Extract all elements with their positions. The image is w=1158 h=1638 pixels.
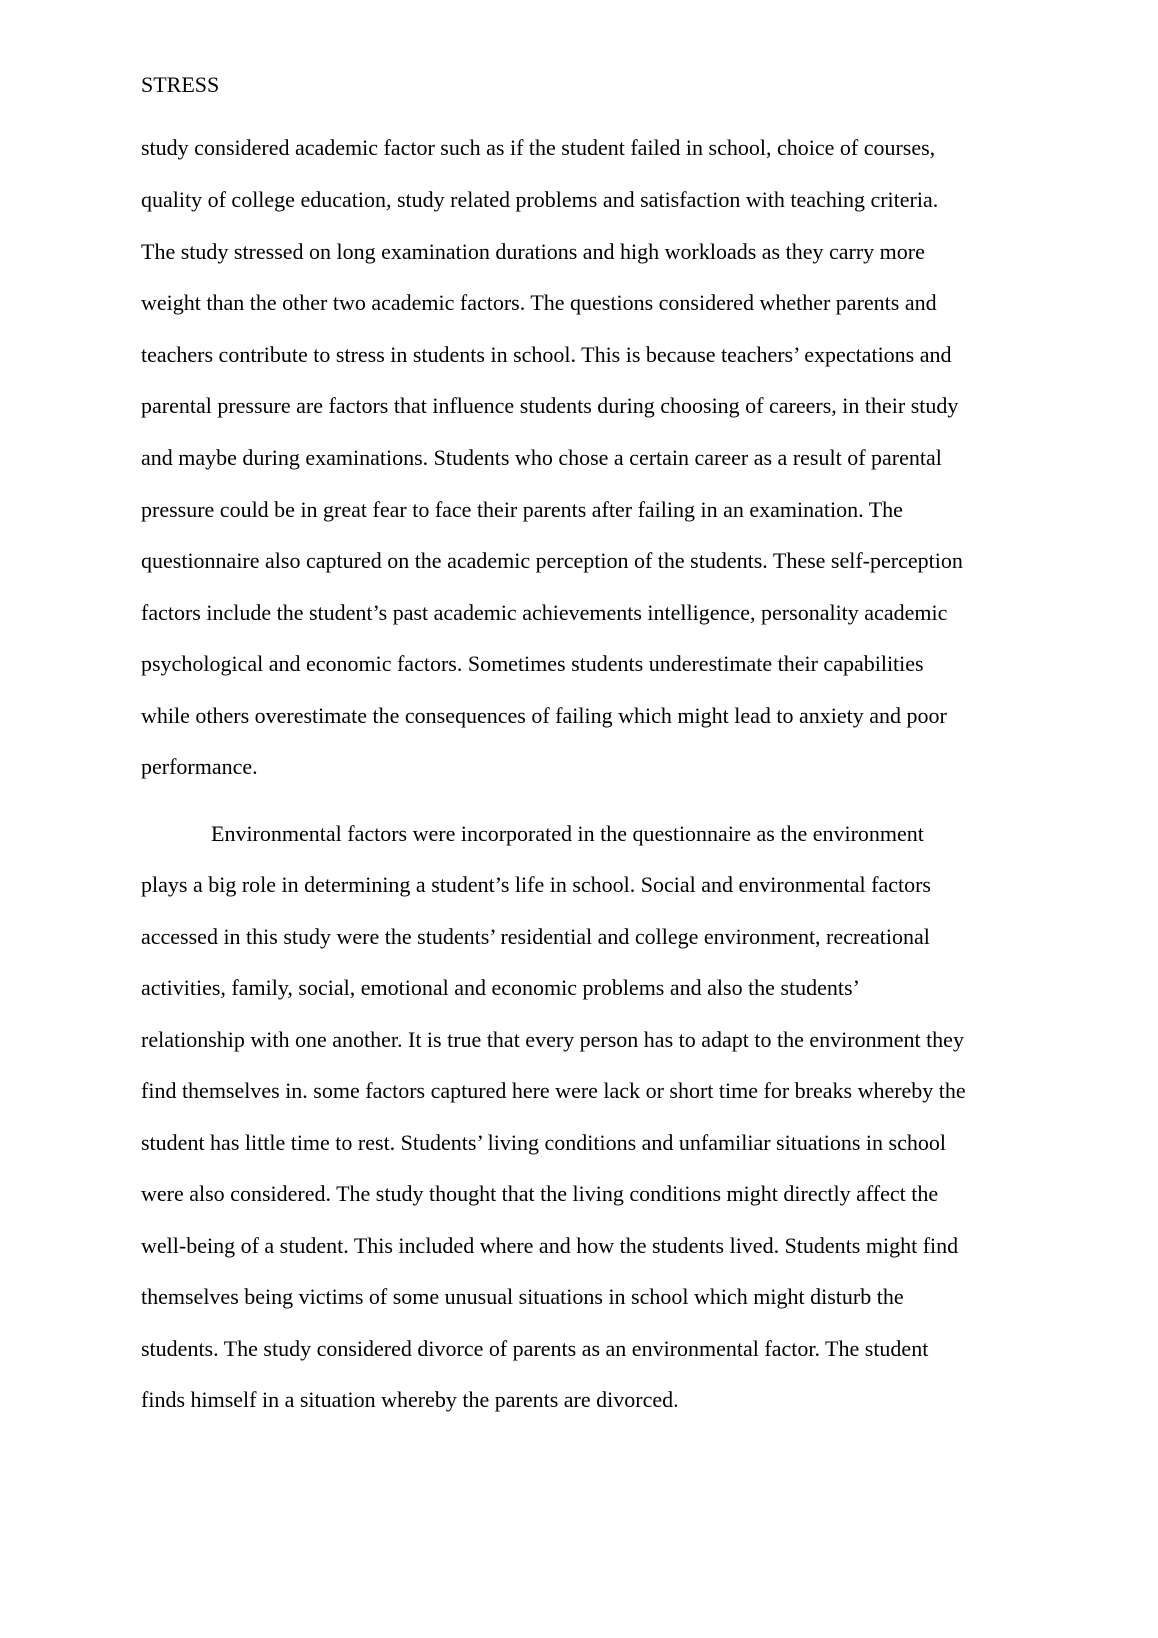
running-head: STRESS [141, 72, 220, 97]
text-line: psychological and economic factors. Sometimes students underestimate their capabilities [141, 651, 924, 676]
text-line: well-being of a student. This included where and how the students lived. Students might find [141, 1233, 959, 1258]
text-line: study considered academic factor such as if the student failed in school, choice of courses, [141, 135, 936, 160]
text-line: were also considered. The study thought that the living conditions might directly affect the [141, 1181, 939, 1206]
text-line: quality of college education, study related problems and satisfaction with teaching criteria. [141, 187, 939, 212]
text-line: performance. [141, 754, 258, 779]
text-line: find themselves in. some factors captured here were lack or short time for breaks whereby the [141, 1078, 966, 1103]
text-line: relationship with one another. It is true that every person has to adapt to the environment they [141, 1027, 964, 1052]
text-line: Environmental factors were incorporated in the questionnaire as the environment [211, 821, 924, 846]
text-line: and maybe during examinations. Students who chose a certain career as a result of parental [141, 445, 942, 470]
text-line: weight than the other two academic factors. The questions considered whether parents and [141, 290, 937, 315]
text-line: student has little time to rest. Students’ living conditions and unfamiliar situations in school [141, 1130, 946, 1155]
text-line: while others overestimate the consequences of failing which might lead to anxiety and poor [141, 703, 947, 728]
text-line: questionnaire also captured on the academic perception of the students. These self-perception [141, 548, 963, 573]
text-line: factors include the student’s past academic achievements intelligence, personality academic [141, 600, 948, 625]
text-line: themselves being victims of some unusual situations in school which might disturb the [141, 1284, 904, 1309]
text-line: teachers contribute to stress in students in school. This is because teachers’ expectations and [141, 342, 952, 367]
text-line: plays a big role in determining a student’s life in school. Social and environmental factors [141, 872, 931, 897]
text-line: accessed in this study were the students’ residential and college environment, recreational [141, 924, 930, 949]
text-line: parental pressure are factors that influence students during choosing of careers, in their study [141, 393, 959, 418]
text-line: finds himself in a situation whereby the parents are divorced. [141, 1387, 679, 1412]
text-line: pressure could be in great fear to face their parents after failing in an examination. The [141, 497, 903, 522]
text-line: activities, family, social, emotional and economic problems and also the students’ [141, 975, 860, 1000]
text-line: The study stressed on long examination durations and high workloads as they carry more [141, 239, 925, 264]
text-line: students. The study considered divorce of parents as an environmental factor. The student [141, 1336, 929, 1361]
